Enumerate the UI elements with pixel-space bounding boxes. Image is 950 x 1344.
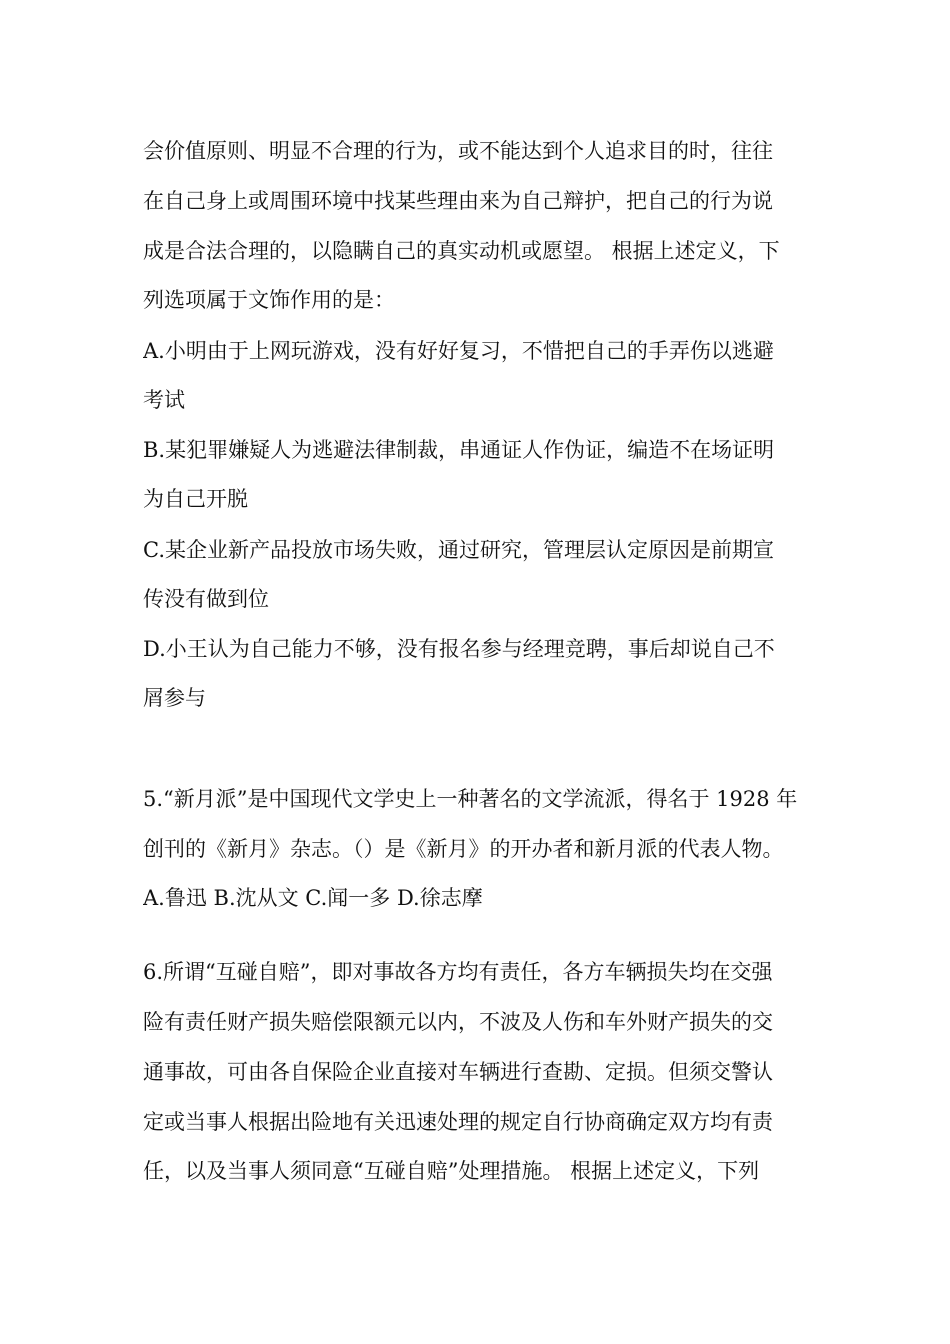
question-6-line-2: 险有责任财产损失赔偿限额元以内，不波及人伤和车外财产损失的交 <box>143 1010 773 1034</box>
question-5-continued: 创刊的《新月》杂志。（）是《新月》的开办者和新月派的代表人物。 <box>143 837 784 861</box>
option-b-continued: 为自己开脱 <box>143 487 248 511</box>
option-c-continued: 传没有做到位 <box>143 587 269 611</box>
option-c: C.某企业新产品投放市场失败，通过研究，管理层认定原因是前期宣 <box>143 538 774 562</box>
option-b: B.某犯罪嫌疑人为逃避法律制裁，串通证人作伪证，编造不在场证明 <box>143 438 775 462</box>
option-d: D.小王认为自己能力不够，没有报名参与经理竞聘，事后却说自己不 <box>143 637 775 661</box>
text-line: 列选项属于文饰作用的是： <box>143 288 395 312</box>
question-6: 6.所谓“互碰自赔”，即对事故各方均有责任，各方车辆损失均在交强 <box>143 960 773 984</box>
question-6-line-3: 通事故，可由各自保险企业直接对车辆进行查勘、定损。但须交警认 <box>143 1060 773 1084</box>
text-line: 成是合法合理的，以隐瞒自己的真实动机或愿望。 根据上述定义，下 <box>143 239 780 263</box>
question-5: 5.“新月派”是中国现代文学史上一种著名的文学流派，得名于 1928 年 <box>143 787 798 811</box>
question-6-line-4: 定或当事人根据出险地有关迅速处理的规定自行协商确定双方均有责 <box>143 1110 773 1134</box>
option-d-continued: 屑参与 <box>143 686 206 710</box>
question-6-line-5: 任，以及当事人须同意“互碰自赔”处理措施。 根据上述定义，下列 <box>143 1159 760 1183</box>
text-line: 在自己身上或周围环境中找某些理由来为自己辩护，把自己的行为说 <box>143 189 773 213</box>
option-a-continued: 考试 <box>143 388 185 412</box>
question-5-options: A.鲁迅 B.沈从文 C.闻一多 D.徐志摩 <box>143 886 483 910</box>
option-a: A.小明由于上网玩游戏，没有好好复习，不惜把自己的手弄伤以逃避 <box>143 339 774 363</box>
text-line: 会价值原则、明显不合理的行为，或不能达到个人追求目的时，往往 <box>143 139 773 163</box>
